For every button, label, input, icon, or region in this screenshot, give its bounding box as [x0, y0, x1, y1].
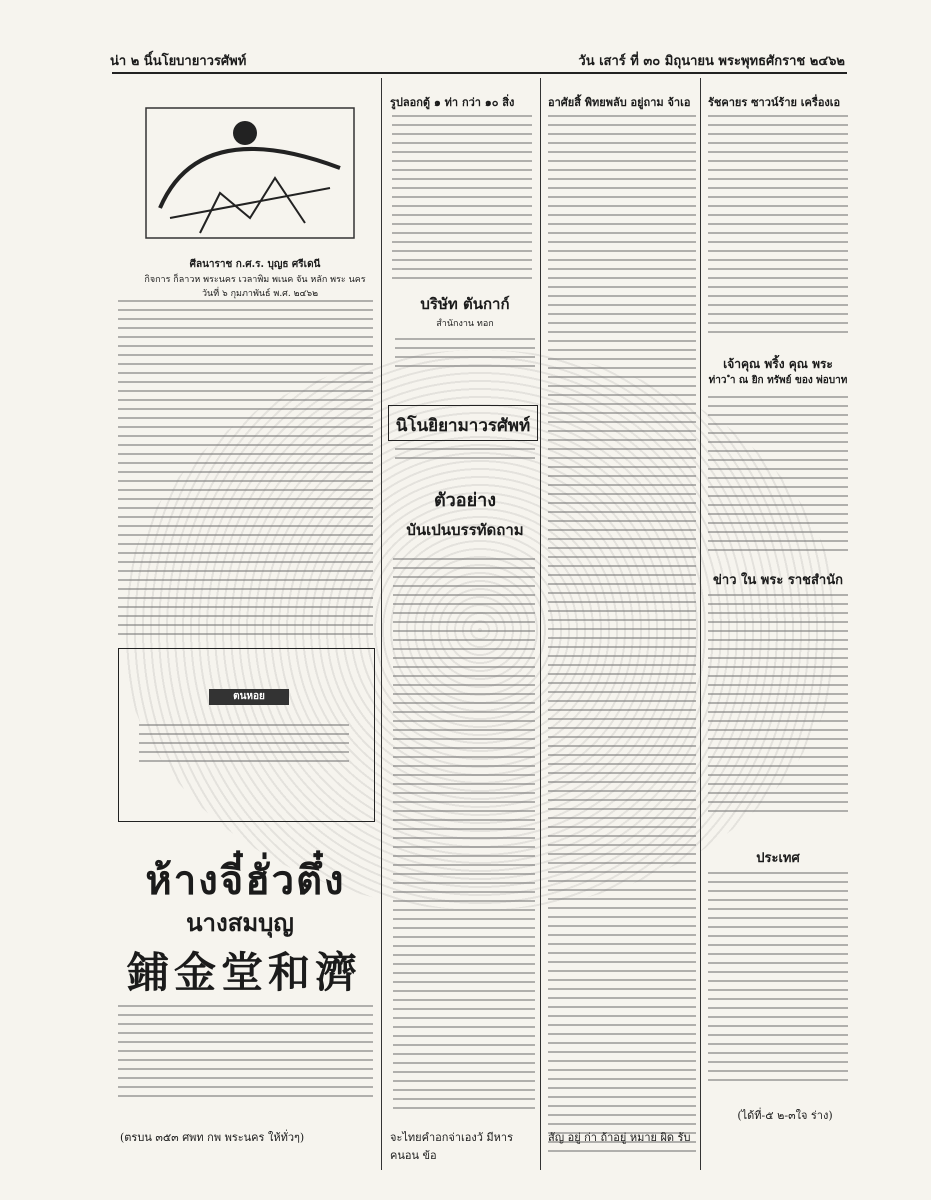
col2-body [393, 558, 535, 1118]
col3-body [548, 115, 696, 1115]
col4-top-line: รัชคายร ซาวน์ร้าย เครื่องเอ [708, 96, 841, 109]
header-right: วัน เสาร์ ที่ ๓๐ มิถุนายน พระพุทธศักราช ๒๔๖๒ [578, 54, 845, 69]
masthead: นิโนยิยามาวรศัพท์ [395, 416, 531, 436]
section-subtitle: บันเปนบรรทัดถาม [406, 521, 524, 539]
col4-body-4 [708, 872, 848, 1107]
header-left: น่า ๒ นิ์นโยบายาวรศัพท์ [110, 54, 247, 69]
col4-body-3 [708, 594, 848, 839]
col1-footer: (ตรบน ๓๕๓ ศพท กพ พระนคร ให้ทั่วๆ) [120, 1131, 305, 1144]
notice-box [118, 648, 375, 822]
col2-footer: จะไทยคำอกจ่าเองวั มีหารคนอน ข้อ [390, 1131, 514, 1162]
company-name: บริษัท ตันกาก์ [420, 295, 510, 313]
notice-label: ตนหอย [209, 689, 289, 705]
header-rule [112, 72, 847, 74]
ad-text [118, 1005, 373, 1115]
col3-footer: สัญ อยู่ ก่า ถ้าอยู่ หมาย ผิด รับ [548, 1131, 691, 1144]
company-sub: สำนักงาน ทอก [436, 319, 494, 329]
caption-2: กิจการ ก็ลาวห พระนคร เวลาพิม พเนค จัน หลัก พระ นคร [144, 275, 366, 285]
col4-heading-1: เจ้าคุณ พริ้ง คุณ พระ [723, 357, 833, 371]
col2-text [392, 115, 532, 285]
illustration [140, 98, 360, 248]
col3-top-line: อาศัยสิ้ พิทยพลับ อยู่ถาม จ้าเอ [548, 96, 691, 109]
masthead-box [388, 405, 538, 441]
page-header [110, 48, 845, 70]
date-line: วันที่ ๖ กุมภาพันธ์ พ.ศ. ๒๔๖๒ [202, 289, 318, 299]
section-title: ตัวอย่าง [433, 490, 497, 511]
masthead-dates [395, 448, 535, 474]
col4-body-2 [708, 396, 848, 566]
caption: ศีลนาราช ก.ศ.ร. บุญธ ศรีเดนี [189, 259, 321, 270]
col4-heading-2: ท่าว ำ ณ ยิก ทรัพย์ ของ พ่อบาท [708, 375, 848, 386]
company-text [395, 338, 535, 388]
ad-subtitle: นางสมบุญ [186, 908, 294, 937]
col2-top-line: รูปลอกตู้ ๑ ท่า กว่า ๑๐ สิ่ง [390, 96, 515, 109]
col4-heading-3: ข่าว ใน พระ ราชสำนัก [713, 573, 843, 588]
col4-body-1 [708, 115, 848, 360]
ad-chinese: 鋪金堂和濟 [126, 948, 362, 997]
body-text-block [118, 300, 373, 640]
ad-title: ห้างจี๋ฮั่วตึ๋ง [145, 857, 346, 904]
col4-heading-4: ประเทศ [756, 851, 800, 866]
col4-footer: (ได้ที่-๕ ๒-๓ใจ ร่าง) [737, 1109, 833, 1122]
